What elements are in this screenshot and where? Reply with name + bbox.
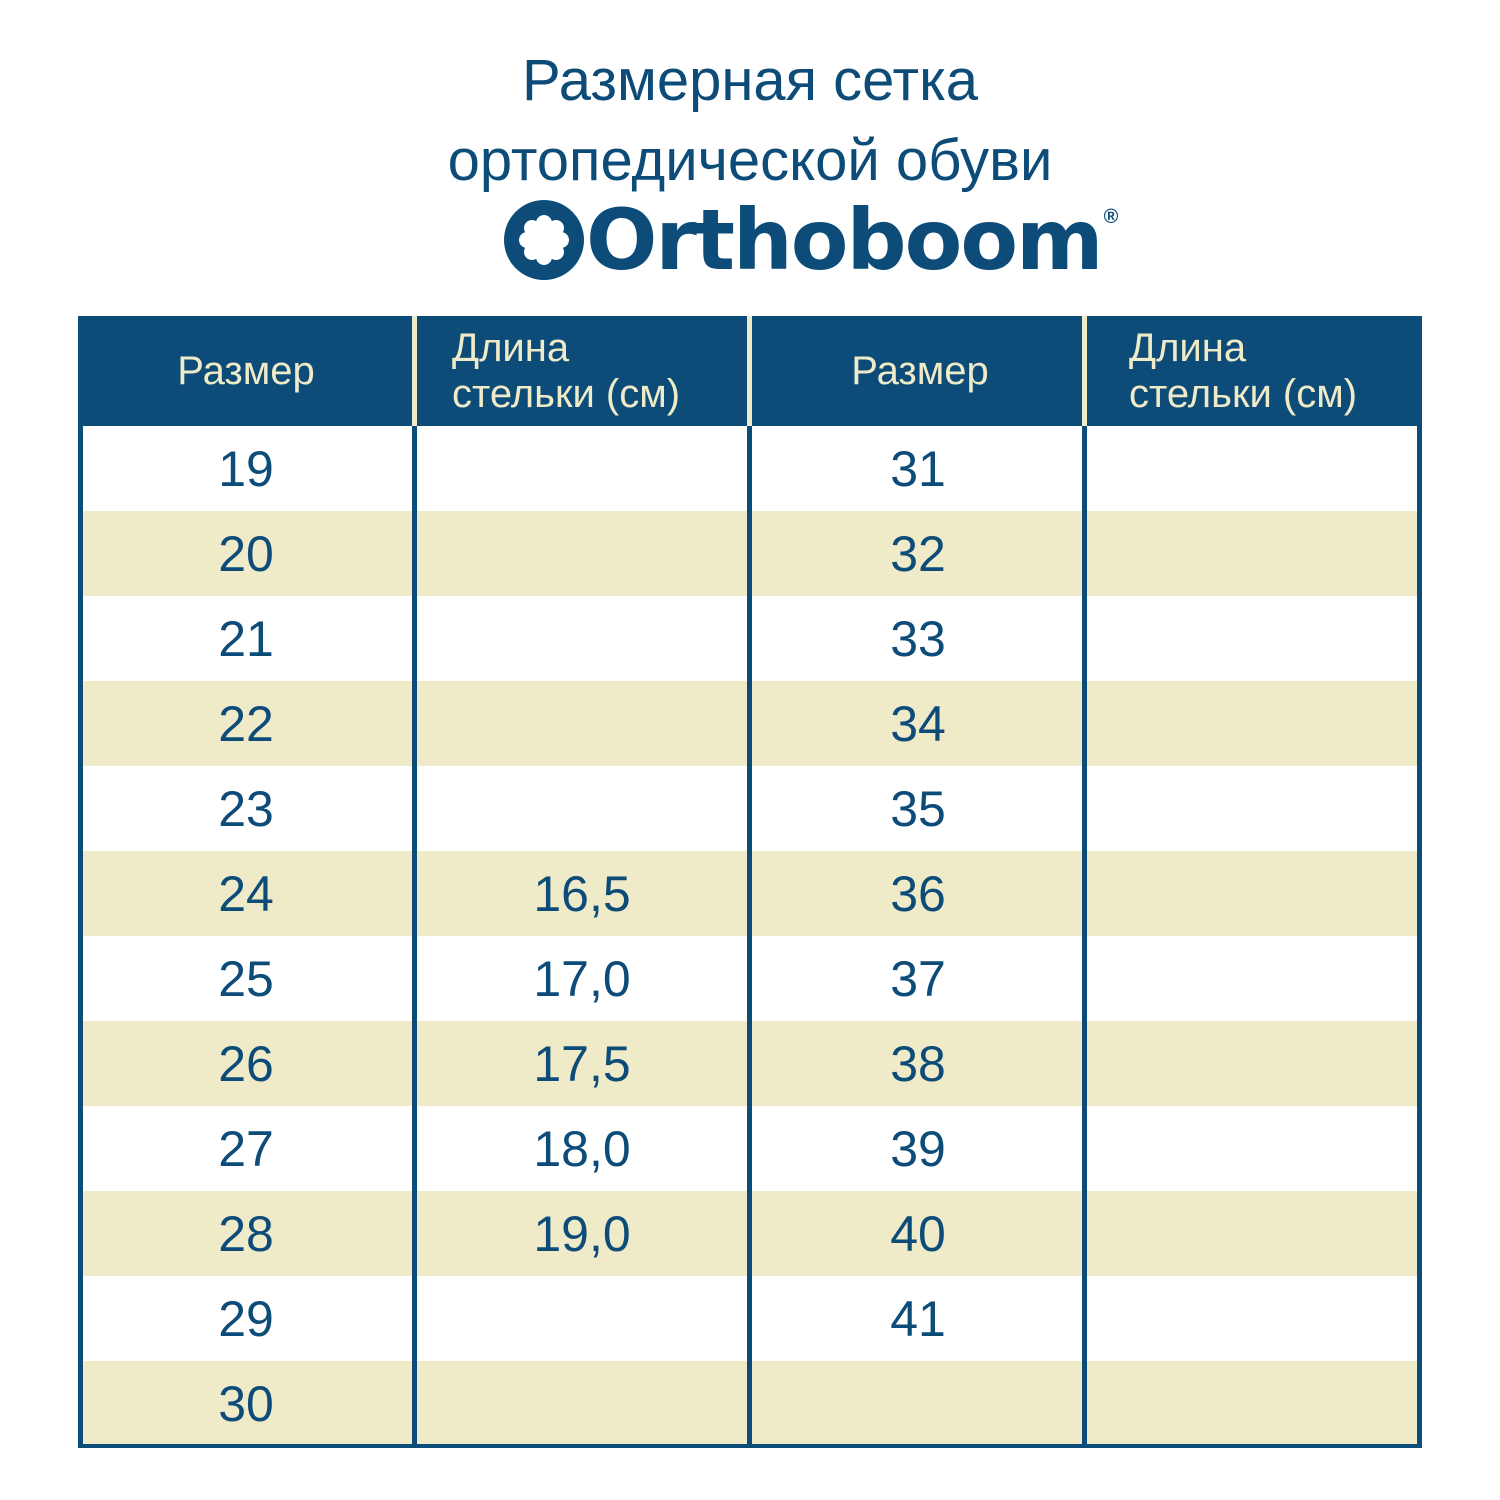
cell-size-right: 41: [890, 1290, 946, 1347]
cell-insole-left: 19,0: [533, 1205, 631, 1262]
cell-insole-right: [1086, 681, 1422, 766]
asterisk-flower-icon: [504, 200, 584, 280]
cell-insole-left: 16,5: [533, 865, 631, 922]
cell-size-right: 36: [890, 865, 946, 922]
column-divider: [1082, 316, 1087, 1448]
cell-insole-right: [1086, 511, 1422, 596]
cell-size-left: 21: [218, 610, 274, 667]
cell-insole-left: [414, 596, 750, 681]
table-border-right: [1417, 316, 1422, 1448]
cell-size-right: 40: [890, 1205, 946, 1262]
cell-insole-right: [1086, 1191, 1422, 1276]
cell-size-left: 25: [218, 950, 274, 1007]
header-size-left: Размер: [177, 349, 315, 393]
header-insole-left: Длина стельки (см): [452, 326, 681, 416]
cell-insole-right: [1086, 426, 1422, 511]
page-title-line-1: Размерная сетка: [522, 48, 978, 113]
table-border-bottom: [78, 1444, 1422, 1448]
cell-size-right: 34: [890, 695, 946, 752]
cell-size-left: 28: [218, 1205, 274, 1262]
column-divider: [412, 316, 417, 1448]
cell-size-left: 30: [218, 1375, 274, 1432]
cell-insole-right: [1086, 851, 1422, 936]
size-table: [78, 316, 1422, 1448]
cell-size-right: 39: [890, 1120, 946, 1177]
cell-insole-right: [1086, 936, 1422, 1021]
cell-size-left: 22: [218, 695, 274, 752]
header-size-right: Размер: [851, 349, 989, 393]
cell-insole-left: 17,5: [533, 1035, 631, 1092]
header-divider: [747, 316, 752, 426]
cell-size-left: 27: [218, 1120, 274, 1177]
brand-logo: [504, 191, 1119, 289]
cell-insole-left: [414, 1361, 750, 1446]
cell-size-right: 38: [890, 1035, 946, 1092]
registered-mark: ®: [1103, 206, 1119, 228]
cell-size-left: 29: [218, 1290, 274, 1347]
cell-insole-left: 18,0: [533, 1120, 631, 1177]
header-divider: [1082, 316, 1087, 426]
cell-insole-right: [1086, 1106, 1422, 1191]
brand-name: Orthoboom: [586, 191, 1102, 289]
cell-size-right: 37: [890, 950, 946, 1007]
page-title-line-2: ортопедической обуви: [447, 128, 1053, 193]
cell-size-left: 26: [218, 1035, 274, 1092]
cell-size-right: 33: [890, 610, 946, 667]
cell-size-left: 20: [218, 525, 274, 582]
cell-insole-right: [1086, 596, 1422, 681]
cell-insole-left: [414, 766, 750, 851]
cell-size-left: 19: [218, 440, 274, 497]
cell-size-right: 35: [890, 780, 946, 837]
cell-size-right: [750, 1361, 1086, 1446]
cell-size-right: 31: [890, 440, 946, 497]
header-insole-right: Длина стельки (см): [1129, 326, 1358, 416]
cell-size-left: 23: [218, 780, 274, 837]
cell-insole-right: [1086, 1361, 1422, 1446]
column-divider: [747, 316, 752, 1448]
header-divider: [412, 316, 417, 426]
cell-size-right: 32: [890, 525, 946, 582]
cell-size-left: 24: [218, 865, 274, 922]
cell-insole-right: [1086, 1276, 1422, 1361]
cell-insole-right: [1086, 1021, 1422, 1106]
cell-insole-left: [414, 426, 750, 511]
cell-insole-left: [414, 681, 750, 766]
table-border-left: [78, 316, 83, 1448]
cell-insole-left: [414, 511, 750, 596]
cell-insole-left: 17,0: [533, 950, 631, 1007]
cell-insole-left: [414, 1276, 750, 1361]
cell-insole-right: [1086, 766, 1422, 851]
